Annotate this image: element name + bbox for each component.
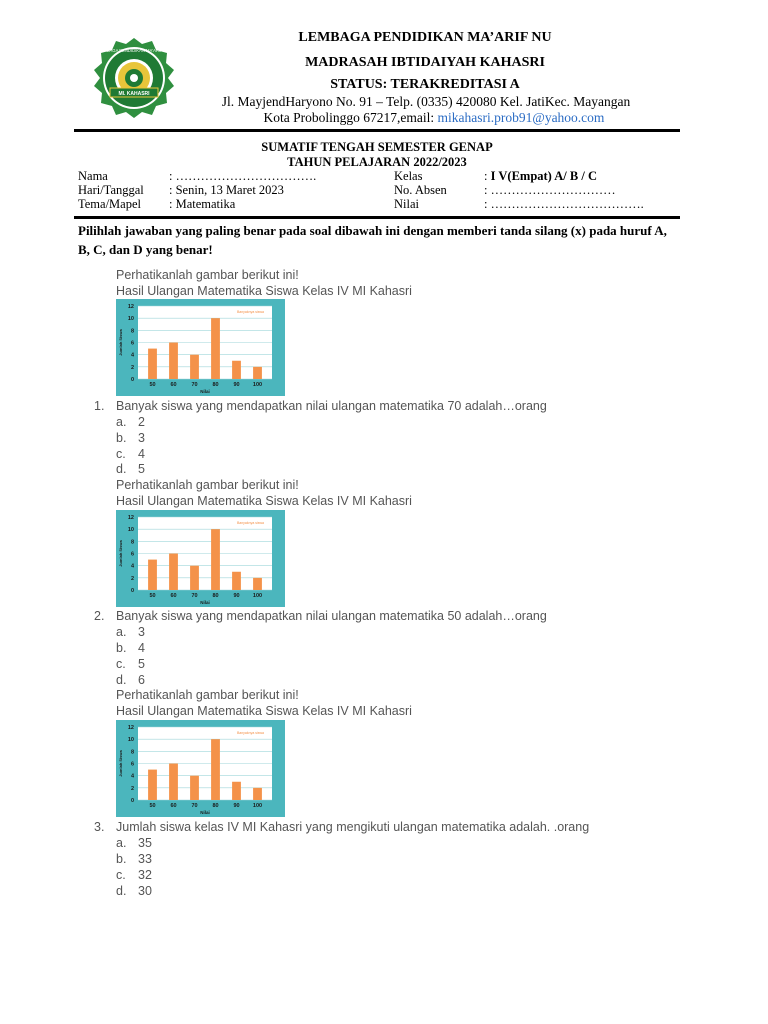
x-axis-label: Nilai [200,600,210,605]
option-letter: a. [116,415,127,429]
y-tick-label: 10 [127,527,134,534]
y-tick-label: 4 [130,352,134,359]
y-tick-label: 10 [127,737,134,744]
y-tick-label: 0 [130,588,134,594]
option-value: 33 [138,852,152,866]
y-tick-label: 12 [127,725,134,731]
option-letter: a. [116,625,127,639]
label-absen: No. Absen [394,183,447,197]
q2-intro: Perhatikanlah gambar berikut ini! [116,478,299,492]
x-tick-label: 90 [233,382,240,388]
option-letter: a. [116,836,127,850]
legend-text: Banyaknya siswa [236,521,264,525]
y-tick-label: 10 [127,316,134,323]
y-tick-label: 4 [130,563,134,570]
legend-text: Banyaknya siswa [236,310,264,314]
q1-text: Banyak siswa yang mendapatkan nilai ulangan matematika 70 adalah…orang [116,399,547,413]
y-tick-label: 6 [130,761,134,768]
x-tick-label: 90 [233,593,240,599]
header-line1: LEMBAGA PENDIDIKAN MA’ARIF NU [298,30,552,45]
option-letter: d. [116,673,127,687]
x-tick-label: 60 [170,593,177,599]
y-tick-label: 6 [130,340,134,347]
q3-intro: Perhatikanlah gambar berikut ini! [116,688,299,702]
x-tick-label: 100 [252,382,263,388]
x-tick-label: 80 [212,593,219,599]
y-axis-label: Jumlah Siswa [118,540,123,567]
address2-prefix: Kota Probolinggo 67217,email: [263,110,438,125]
y-tick-label: 12 [127,515,134,521]
option-letter: c. [116,447,126,461]
q2-text: Banyak siswa yang mendapatkan nilai ulangan matematika 50 adalah…orang [116,609,547,623]
x-tick-label: 90 [233,803,240,809]
x-tick-label: 50 [149,382,156,388]
x-tick-label: 50 [149,593,156,599]
y-tick-label: 2 [130,575,134,582]
email-link[interactable]: mikahasri.prob91@yahoo.com [437,110,605,125]
bar [211,529,220,590]
y-tick-label: 4 [130,773,134,780]
value-hari: : Senin, 13 Maret 2023 [169,183,284,197]
option-letter: c. [116,657,126,671]
q3-question [94,820,589,834]
q2-chart-title: Hasil Ulangan Matematika Siswa Kelas IV MI Kahasri [116,494,412,508]
option-letter: d. [116,884,127,898]
header-line2: MADRASAH IBTIDAIYAH KAHASRI [305,55,545,70]
bar [190,355,199,379]
q3-option-c[interactable] [116,868,152,882]
option-letter: d. [116,462,127,476]
label-tema: Tema/Mapel [78,197,141,211]
option-value: 4 [138,641,145,655]
bar [253,788,262,800]
label-nilai: Nilai [394,197,419,211]
x-tick-label: 70 [191,382,198,388]
field-nilai[interactable]: : ………………………………. [484,197,644,211]
x-tick-label: 60 [170,803,177,809]
y-axis-label: Jumlah Siswa [118,329,123,356]
y-axis-label: Jumlah Siswa [118,750,123,777]
x-tick-label: 70 [191,593,198,599]
q1-chart-title: Hasil Ulangan Matematika Siswa Kelas IV MI Kahasri [116,284,412,298]
label-kelas: Kelas [394,169,423,183]
x-tick-label: 100 [252,593,263,599]
bar [253,367,262,379]
y-tick-label: 8 [130,749,134,756]
q3-text: Jumlah siswa kelas IV MI Kahasri yang mengikuti ulangan matematika adalah. .orang [116,820,590,834]
option-value: 2 [138,415,145,429]
bar [232,572,241,590]
logo-text-bottom: MI. KAHASRI [118,91,150,97]
option-value: 6 [138,673,145,687]
bar [232,782,241,800]
bar [169,554,178,591]
y-tick-label: 2 [130,785,134,792]
q3-option-a[interactable] [116,836,152,850]
option-value: 32 [138,868,152,882]
x-tick-label: 80 [212,803,219,809]
y-tick-label: 8 [130,539,134,546]
kelas-text: I V(Empat) A/ B / C [490,169,597,183]
value-tema: : Matematika [169,197,236,211]
x-tick-label: 70 [191,803,198,809]
field-absen[interactable]: : ………………………… [484,183,616,197]
x-tick-label: 50 [149,803,156,809]
bar [169,764,178,801]
option-value: 35 [138,836,152,850]
exam-title: SUMATIF TENGAH SEMESTER GENAP [261,140,493,154]
q3-chart-title: Hasil Ulangan Matematika Siswa Kelas IV MI Kahasri [116,704,412,718]
x-tick-label: 80 [212,382,219,388]
q1-option-d[interactable] [116,462,145,476]
header-address2 [214,110,654,126]
q3-number: 3. [94,820,105,834]
instruction-text: Pilihlah jawaban yang paling benar pada soal dibawah ini dengan memberi tanda silang (x) pada huruf A, B, C, dan D yang benar! [78,223,667,257]
y-tick-label: 8 [130,328,134,335]
q2-option-b[interactable] [116,641,145,655]
option-letter: b. [116,641,127,655]
bar [211,739,220,800]
legend-text: Banyaknya siswa [236,731,264,735]
q2-option-a[interactable] [116,625,145,639]
option-value: 3 [138,625,145,639]
field-nama[interactable]: : ……………………………. [169,169,317,183]
q2-question [94,609,547,623]
q1-bar-chart [116,299,285,396]
logo-text-top: LEMBAGA PENDIDIKAN MA'ARIF NU [98,48,170,53]
bar [148,770,157,800]
option-value: 5 [138,462,145,476]
x-axis-label: Nilai [200,810,210,815]
option-value: 3 [138,431,145,445]
q3-option-d[interactable] [116,884,152,898]
y-tick-label: 12 [127,304,134,310]
value-kelas [484,169,597,184]
bar [253,578,262,590]
q1-intro: Perhatikanlah gambar berikut ini! [116,268,299,282]
kelas-colon: : [484,169,491,183]
q2-bar-chart [116,510,285,607]
header-divider [74,129,680,132]
q3-bar-chart [116,720,285,817]
q1-number: 1. [94,399,105,413]
x-tick-label: 100 [252,803,263,809]
y-tick-label: 6 [130,551,134,558]
option-letter: b. [116,852,127,866]
header-address1: Jl. MayjendHaryono No. 91 – Telp. (0335) 420080 Kel. JatiKec. Mayangan [221,94,631,109]
bar [169,343,178,380]
q2-option-d[interactable] [116,673,145,687]
q1-option-b[interactable] [116,431,145,445]
bar [148,349,157,379]
label-nama: Nama [78,169,108,183]
option-letter: c. [116,868,126,882]
bar [190,566,199,590]
option-value: 4 [138,447,145,461]
info-divider [74,216,680,219]
bar [190,776,199,800]
bar [232,361,241,379]
option-letter: b. [116,431,127,445]
option-value: 30 [138,884,152,898]
y-tick-label: 0 [130,377,134,383]
q1-question [94,399,547,413]
q3-option-b[interactable] [116,852,152,866]
bar [148,560,157,590]
header-line3: STATUS: TERAKREDITASI A [330,77,520,92]
exam-year: TAHUN PELAJARAN 2022/2023 [287,155,467,169]
option-value: 5 [138,657,145,671]
school-logo [84,38,184,118]
y-tick-label: 0 [130,798,134,804]
bar [211,318,220,379]
q2-number: 2. [94,609,105,623]
q1-option-c[interactable] [116,447,145,461]
q2-option-c[interactable] [116,657,145,671]
x-tick-label: 60 [170,382,177,388]
x-axis-label: Nilai [200,389,210,394]
label-hari: Hari/Tanggal [78,183,144,197]
q1-option-a[interactable] [116,415,145,429]
y-tick-label: 2 [130,364,134,371]
